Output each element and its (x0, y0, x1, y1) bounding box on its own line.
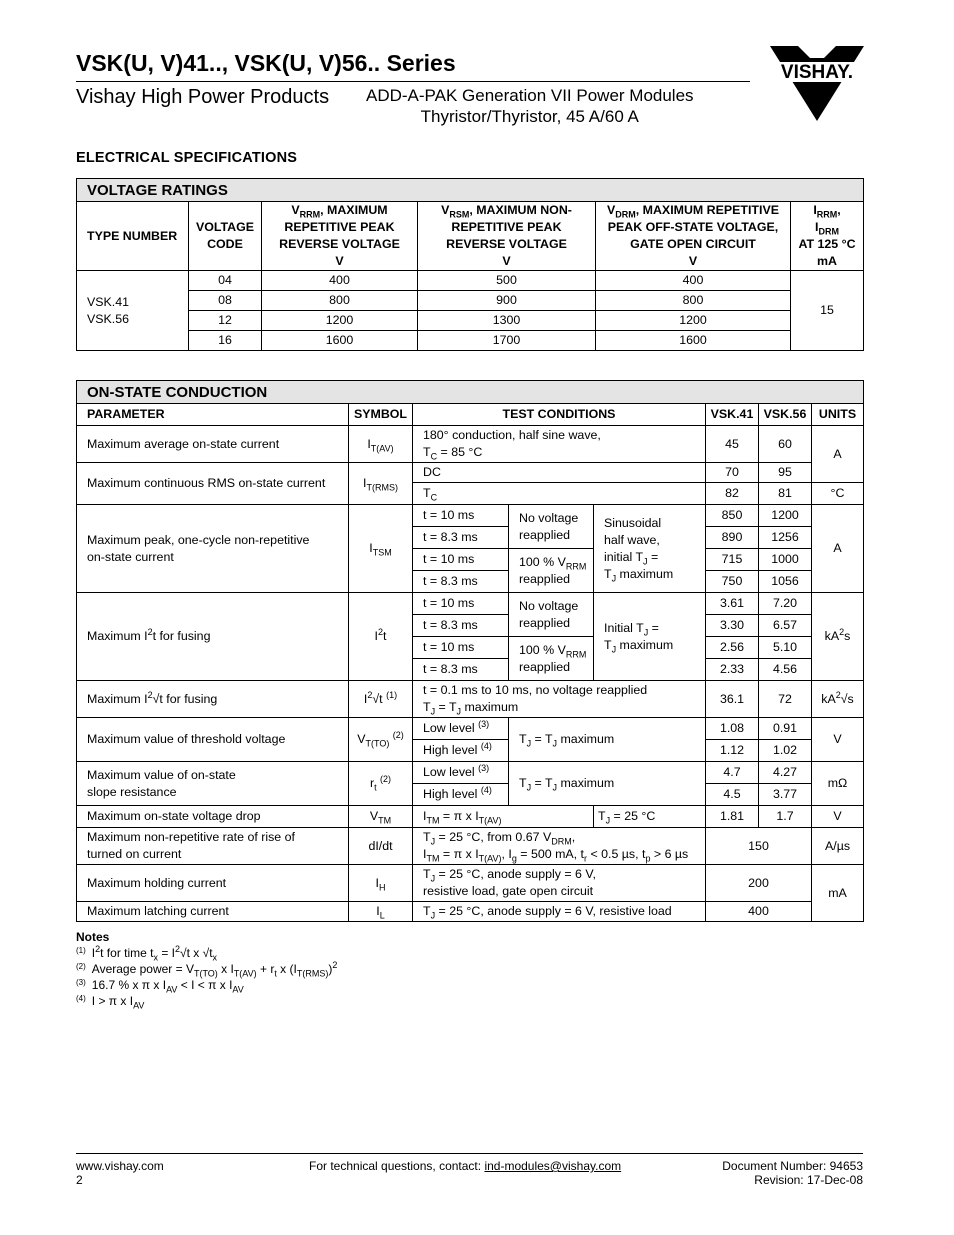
vdrm-value: 400 (596, 271, 791, 291)
units-cell: V (812, 718, 864, 762)
parameter-cell: Maximum average on-state current (77, 426, 349, 463)
note-4: $^{(4)}$ I > π x $I_{AV}$ (76, 994, 145, 1011)
test-condition-cell: $I_{TM} = \pi$ x $I_{T(AV)}$ (413, 806, 594, 828)
time-cell: t = 10 ms (413, 637, 509, 659)
parameter-cell: Maximum value of threshold voltage (77, 718, 349, 762)
vsk56-value: 6.57 (759, 615, 812, 637)
on-state-title: ON-STATE CONDUCTION (77, 381, 864, 404)
voltage-ratings-table (76, 178, 864, 351)
parameter-cell: Maximum holding current (77, 865, 349, 902)
units-cell: $kA^2s$ (812, 593, 864, 681)
time-cell: t = 8.3 ms (413, 571, 509, 593)
vsk41-value: 3.61 (706, 593, 759, 615)
pct-vrrm-cell: 100 % $V_{RRM}$ reapplied (509, 637, 594, 681)
col-vrrm: $V_{RRM}$, MAXIMUM REPETITIVE PEAK REVERSE VOLTAGE V (262, 202, 418, 271)
units-cell: A (812, 505, 864, 593)
vsk56-value: 0.91 (759, 718, 812, 740)
vsk41-value: 1.08 (706, 718, 759, 740)
symbol-cell: $V_{T(TO)}$ $^{(2)}$ (349, 718, 413, 762)
pct-vrrm-cell: 100 % $V_{RRM}$ reapplied (509, 549, 594, 593)
test-condition-cell: t = 0.1 ms to 10 ms, no voltage reapplied $T_J = T_J$ maximum (413, 681, 706, 718)
subtitle (366, 85, 694, 127)
footer-contact: For technical questions, contact: ind-modules@vishay.com (309, 1159, 622, 1173)
test-condition-cell: $T_J = T_J$ maximum (509, 762, 706, 806)
voltage-ratings-title: VOLTAGE RATINGS (77, 179, 864, 202)
no-voltage-cell: No voltage reapplied (509, 593, 594, 637)
note-3: $^{(3)}$ 16.7 % x π x $I_{AV} < I < \pi$ x $I_{AV}$ (76, 978, 244, 995)
col-units: UNITS (812, 404, 864, 426)
website-link[interactable]: www.vishay.com (76, 1159, 164, 1173)
type-number-cell: VSK.41 VSK.56 (77, 271, 189, 351)
test-condition-cell: $T_J = 25$ °C, anode supply = 6 V, resistive load (413, 902, 706, 922)
vsk56-value: 1256 (759, 527, 812, 549)
time-cell: t = 8.3 ms (413, 615, 509, 637)
table-row (77, 718, 864, 740)
irrm-value: 15 (791, 271, 864, 351)
voltage-code: 12 (189, 311, 262, 331)
note-2: $^{(2)}$ Average power = $V_{T(TO)}$ x $I_{T(AV)} + r_t$ x $(I_{T(RMS)})^2$ (76, 960, 338, 979)
level-cell: High level $^{(4)}$ (413, 784, 509, 806)
col-vrsm: $V_{RSM}$, MAXIMUM NON-REPETITIVE PEAK REVERSE VOLTAGE V (418, 202, 596, 271)
col-parameter: PARAMETER (77, 404, 349, 426)
table-row (77, 902, 864, 922)
vsk41-value: 715 (706, 549, 759, 571)
col-voltage-code: VOLTAGE CODE (189, 202, 262, 271)
test-condition-cell: $T_J = 25$ °C, anode supply = 6 V, resistive load, gate open circuit (413, 865, 706, 902)
document-number: Document Number: 94653 (722, 1159, 863, 1173)
vsk41-value: 4.5 (706, 784, 759, 806)
col-irrm: $I_{RRM}$, $I_{DRM}$ AT 125 °C mA (791, 202, 864, 271)
test-condition-cell: $T_J = T_J$ maximum (509, 718, 706, 762)
combined-value: 150 (706, 828, 812, 865)
vsk56-value: 1.7 (759, 806, 812, 828)
test-condition-cell: $T_J = 25$ °C, from 0.67 $V_{DRM}$, $I_{TM} = \pi$ x $I_{T(AV)}$, $I_g = 500$ mA, $t_r < 0.5$ µs, $t_p > 6$ µs (413, 828, 706, 865)
vsk41-value: 82 (706, 483, 759, 505)
sinusoidal-cell: Sinusoidal half wave, initial $T_J$ = $T_J$ maximum (594, 505, 706, 593)
vsk56-value: 1200 (759, 505, 812, 527)
vsk56-value: 4.27 (759, 762, 812, 784)
combined-value: 200 (706, 865, 812, 902)
col-type-number: TYPE NUMBER (77, 202, 189, 271)
vrrm-value: 400 (262, 271, 418, 291)
footer-right (722, 1159, 863, 1187)
units-cell: mA (812, 865, 864, 922)
table-row (77, 271, 864, 291)
units-cell: A/µs (812, 828, 864, 865)
time-cell: t = 10 ms (413, 593, 509, 615)
level-cell: High level $^{(4)}$ (413, 740, 509, 762)
time-cell: t = 10 ms (413, 505, 509, 527)
vsk56-value: 4.56 (759, 659, 812, 681)
vrsm-value: 1300 (418, 311, 596, 331)
notes-title: Notes (76, 930, 110, 944)
vdrm-value: 1200 (596, 311, 791, 331)
subtitle-line-1: ADD-A-PAK Generation VII Power Modules (366, 86, 694, 105)
units-cell: V (812, 806, 864, 828)
vrsm-value: 500 (418, 271, 596, 291)
symbol-cell: $I_{T(RMS)}$ (349, 463, 413, 505)
col-vsk56: VSK.56 (759, 404, 812, 426)
units-cell: A (812, 426, 864, 483)
table-row (77, 593, 864, 615)
initial-tj-cell: Initial $T_J$ = $T_J$ maximum (594, 593, 706, 681)
vsk41-value: 1.81 (706, 806, 759, 828)
vsk41-value: 2.33 (706, 659, 759, 681)
time-cell: t = 10 ms (413, 549, 509, 571)
footer-left (76, 1159, 164, 1187)
vsk41-value: 3.30 (706, 615, 759, 637)
document-title: VSK(U, V)41.., VSK(U, V)56.. Series (76, 50, 456, 76)
col-test-conditions: TEST CONDITIONS (413, 404, 706, 426)
note-1: $^{(1)}$ $I^2t$ for time $t_x = I^2√t$ x $√t_x$ (76, 944, 218, 963)
voltage-code: 04 (189, 271, 262, 291)
vsk41-value: 1.12 (706, 740, 759, 762)
symbol-cell: $V_{TM}$ (349, 806, 413, 828)
parameter-cell: Maximum latching current (77, 902, 349, 922)
test-condition-cell: 180° conduction, half sine wave, $T_C = 85$ °C (413, 426, 706, 463)
on-state-conduction-table (76, 380, 864, 922)
vsk56-value: 81 (759, 483, 812, 505)
revision: Revision: 17-Dec-08 (754, 1173, 863, 1187)
table-row (77, 828, 864, 865)
table-row (77, 331, 864, 351)
subtitle-line-2: Thyristor/Thyristor, 45 A/60 A (420, 107, 639, 126)
symbol-cell: $I_{T(AV)}$ (349, 426, 413, 463)
combined-value: 400 (706, 902, 812, 922)
vdrm-value: 800 (596, 291, 791, 311)
col-symbol: SYMBOL (349, 404, 413, 426)
section-title: ELECTRICAL SPECIFICATIONS (76, 150, 298, 166)
symbol-cell: $I_H$ (349, 865, 413, 902)
vsk41-value: 4.7 (706, 762, 759, 784)
voltage-code: 16 (189, 331, 262, 351)
page-number: 2 (76, 1173, 83, 1187)
col-vsk41: VSK.41 (706, 404, 759, 426)
vsk56-value: 1000 (759, 549, 812, 571)
vsk41-value: 850 (706, 505, 759, 527)
symbol-cell: $r_t$ $^{(2)}$ (349, 762, 413, 806)
table-row (77, 865, 864, 902)
table-row (77, 505, 864, 527)
vsk41-value: 750 (706, 571, 759, 593)
test-condition-cell: $T_J = 25$ °C (594, 806, 706, 828)
table-row (77, 291, 864, 311)
table-row (77, 806, 864, 828)
vsk41-value: 70 (706, 463, 759, 483)
brand-line: Vishay High Power Products (76, 86, 330, 108)
vrsm-value: 1700 (418, 331, 596, 351)
units-cell: °C (812, 483, 864, 505)
vsk56-value: 7.20 (759, 593, 812, 615)
vsk41-value: 45 (706, 426, 759, 463)
parameter-cell: Maximum continuous RMS on-state current (77, 463, 349, 505)
vrsm-value: 900 (418, 291, 596, 311)
no-voltage-cell: No voltage reapplied (509, 505, 594, 549)
parameter-cell: Maximum peak, one-cycle non-repetitive on-state current (77, 505, 349, 593)
voltage-code: 08 (189, 291, 262, 311)
logo-text: VISHAY. (780, 62, 854, 83)
on-state-header-row (77, 404, 864, 426)
vsk56-value: 95 (759, 463, 812, 483)
units-cell: mΩ (812, 762, 864, 806)
level-cell: Low level $^{(3)}$ (413, 718, 509, 740)
vdrm-value: 1600 (596, 331, 791, 351)
parameter-cell: Maximum on-state voltage drop (77, 806, 349, 828)
vishay-logo (768, 44, 866, 124)
vsk56-value: 1.02 (759, 740, 812, 762)
symbol-cell: $I^2t$ (349, 593, 413, 681)
level-cell: Low level $^{(3)}$ (413, 762, 509, 784)
units-cell: $kA^2√s$ (812, 681, 864, 718)
vsk56-value: 3.77 (759, 784, 812, 806)
parameter-cell: Maximum $I^2t$ for fusing (77, 593, 349, 681)
notes (76, 929, 337, 1009)
table-row (77, 681, 864, 718)
symbol-cell: dI/dt (349, 828, 413, 865)
table-row (77, 426, 864, 463)
vsk41-value: 36.1 (706, 681, 759, 718)
time-cell: t = 8.3 ms (413, 659, 509, 681)
test-condition-cell: $T_C$ (413, 483, 706, 505)
vsk56-value: 60 (759, 426, 812, 463)
vrrm-value: 1200 (262, 311, 418, 331)
vrrm-value: 1600 (262, 331, 418, 351)
vsk56-value: 5.10 (759, 637, 812, 659)
contact-email-link[interactable]: ind-modules@vishay.com (484, 1159, 622, 1173)
table-row (77, 311, 864, 331)
vrrm-value: 800 (262, 291, 418, 311)
symbol-cell: $I_L$ (349, 902, 413, 922)
parameter-cell: Maximum non-repetitive rate of rise of turned on current (77, 828, 349, 865)
symbol-cell: $I_{TSM}$ (349, 505, 413, 593)
symbol-cell: $I^2√t$ $^{(1)}$ (349, 681, 413, 718)
vsk56-value: 1056 (759, 571, 812, 593)
table-row (77, 762, 864, 784)
table-row (77, 463, 864, 483)
test-condition-cell: DC (413, 463, 706, 483)
voltage-header-row (77, 202, 864, 271)
vsk41-value: 2.56 (706, 637, 759, 659)
parameter-cell: Maximum $I^2√t$ for fusing (77, 681, 349, 718)
vsk41-value: 890 (706, 527, 759, 549)
time-cell: t = 8.3 ms (413, 527, 509, 549)
title-rule (76, 81, 750, 82)
footer-rule (76, 1153, 863, 1154)
col-vdrm: $V_{DRM}$, MAXIMUM REPETITIVE PEAK OFF-STATE VOLTAGE, GATE OPEN CIRCUIT V (596, 202, 791, 271)
parameter-cell: Maximum value of on-state slope resistance (77, 762, 349, 806)
vsk56-value: 72 (759, 681, 812, 718)
